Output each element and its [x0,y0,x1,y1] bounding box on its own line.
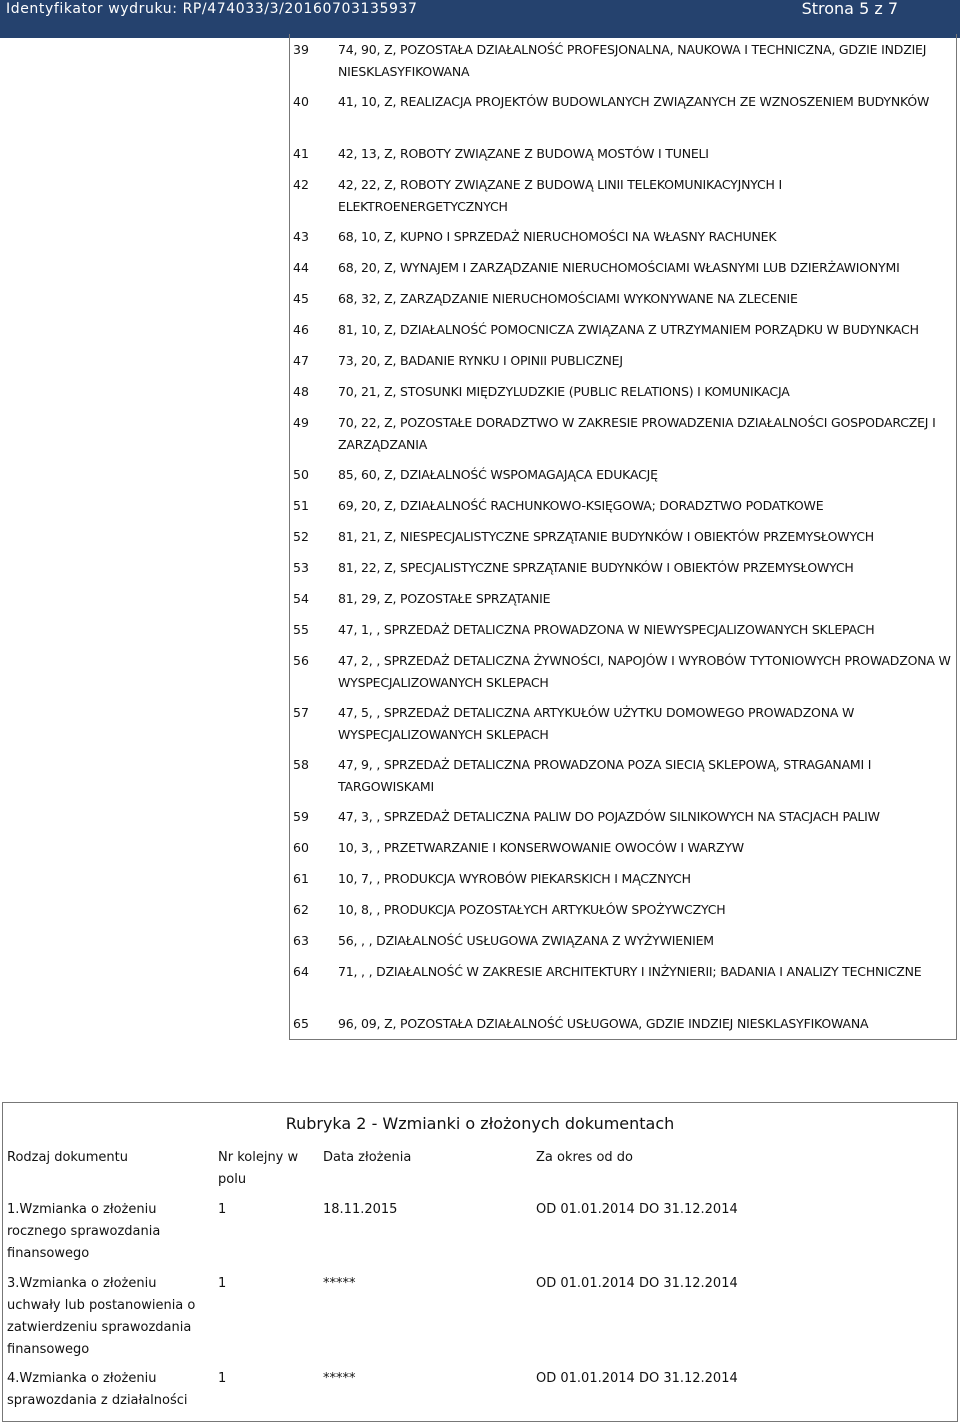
row-number: 41 [293,146,309,161]
table-row [290,221,956,252]
row-number: 44 [293,260,309,275]
table-row-2-number: 1 [218,1276,227,1291]
activity-description: 71, , , DZIAŁALNOŚĆ W ZAKRESIE ARCHITEKTURY I INŻYNIERII; BADANIA I ANALIZY TECHNICZNE [338,964,922,979]
activity-description: 70, 21, Z, STOSUNKI MIĘDZYLUDZKIE (PUBLIC RELATIONS) I KOMUNIKACJA [338,384,790,399]
activity-description: 42, 22, Z, ROBOTY ZWIĄZANE Z BUDOWĄ LINII TELEKOMUNIKACYJNYCH I ELEKTROENERGETYCZNYCH [338,177,782,214]
table-row [290,345,956,376]
activity-description: 10, 7, , PRODUKCJA WYROBÓW PIEKARSKICH I MĄCZNYCH [338,871,691,886]
table-row-1-type: 1.Wzmianka o złożeniu rocznego sprawozdania finansowego [7,1202,161,1261]
table-row-2-type: 3.Wzmianka o złożeniu uchwały lub postanowienia o zatwierdzeniu sprawozdania finansowego [7,1276,196,1357]
table-row [290,169,956,221]
row-number: 52 [293,529,309,544]
activity-description: 68, 10, Z, KUPNO I SPRZEDAŻ NIERUCHOMOŚCI NA WŁASNY RACHUNEK [338,229,777,244]
activity-description: 81, 21, Z, NIESPECJALISTYCZNE SPRZĄTANIE BUDYNKÓW I OBIEKTÓW PRZEMYSŁOWYCH [338,529,874,544]
row-number: 63 [293,933,309,948]
table-row [290,34,956,86]
column-header-period: Za okres od do [536,1150,633,1165]
row-number: 57 [293,705,309,720]
table-row-3-date: ***** [323,1371,356,1386]
row-number: 42 [293,177,309,192]
table-row [290,407,956,459]
row-number: 40 [293,94,309,109]
row-number: 48 [293,384,309,399]
row-number: 45 [293,291,309,306]
table-row [290,925,956,956]
table-row [290,521,956,552]
table-row [290,283,956,314]
table-row-1-period: OD 01.01.2014 DO 31.12.2014 [536,1202,738,1217]
column-header-filing-date: Data złożenia [323,1150,412,1165]
activity-description: 47, 9, , SPRZEDAŻ DETALICZNA PROWADZONA POZA SIECIĄ SKLEPOWĄ, STRAGANAMI I TARGOWISKAMI [338,757,872,794]
row-number: 59 [293,809,309,824]
row-number: 46 [293,322,309,337]
table-row [290,490,956,521]
table-row [290,376,956,407]
activity-description: 81, 10, Z, DZIAŁALNOŚĆ POMOCNICZA ZWIĄZANA Z UTRZYMANIEM PORZĄDKU W BUDYNKACH [338,322,919,337]
activity-description: 47, 2, , SPRZEDAŻ DETALICZNA ŻYWNOŚCI, NAPOJÓW I WYROBÓW TYTONIOWYCH PROWADZONA W WYSPECJALIZOWANYCH SKLEPACH [338,653,951,690]
row-number: 43 [293,229,309,244]
table-row [290,697,956,749]
section-title: Rubryka 2 - Wzmianki o złożonych dokumentach [285,1114,675,1133]
table-row [290,583,956,614]
activity-description: 74, 90, Z, POZOSTAŁA DZIAŁALNOŚĆ PROFESJONALNA, NAUKOWA I TECHNICZNA, GDZIE INDZIEJ NIESKLASYFIKOWANA [338,42,927,79]
table-row-3-period: OD 01.01.2014 DO 31.12.2014 [536,1371,738,1386]
row-number: 62 [293,902,309,917]
row-number: 60 [293,840,309,855]
row-number: 61 [293,871,309,886]
table-row [290,749,956,801]
table-row [290,801,956,832]
table-row [290,1008,956,1039]
table-row [290,832,956,863]
table-row [290,138,956,169]
page-counter: Strona 5 z 7 [801,0,898,18]
table-row-3-type: 4.Wzmianka o złożeniu sprawozdania z działalności [7,1371,188,1408]
activity-description: 68, 32, Z, ZARZĄDZANIE NIERUCHOMOŚCIAMI WYKONYWANE NA ZLECENIE [338,291,798,306]
table-row [290,894,956,925]
activity-description: 10, 8, , PRODUKCJA POZOSTAŁYCH ARTYKUŁÓW SPOŻYWCZYCH [338,902,726,917]
print-identifier: Identyfikator wydruku: RP/474033/3/20160703135937 [6,1,418,17]
table-row [290,459,956,490]
pkd-activities-table [289,34,957,1040]
table-row-3-number: 1 [218,1371,227,1386]
table-row [290,645,956,697]
column-header-document-type: Rodzaj dokumentu [7,1150,128,1165]
activity-description: 47, 3, , SPRZEDAŻ DETALICZNA PALIW DO POJAZDÓW SILNIKOWYCH NA STACJACH PALIW [338,809,880,824]
activity-description: 81, 29, Z, POZOSTAŁE SPRZĄTANIE [338,591,551,606]
activity-description: 47, 5, , SPRZEDAŻ DETALICZNA ARTYKUŁÓW UŻYTKU DOMOWEGO PROWADZONA W WYSPECJALIZOWANYCH SKLEPACH [338,705,855,742]
table-row-2-date: ***** [323,1276,356,1291]
print-header-bar [0,0,960,38]
row-number: 50 [293,467,309,482]
activity-description: 42, 13, Z, ROBOTY ZWIĄZANE Z BUDOWĄ MOSTÓW I TUNELI [338,146,709,161]
row-number: 64 [293,964,309,979]
activity-description: 47, 1, , SPRZEDAŻ DETALICZNA PROWADZONA W NIEWYSPECJALIZOWANYCH SKLEPACH [338,622,875,637]
row-number: 39 [293,42,309,57]
activity-description: 73, 20, Z, BADANIE RYNKU I OPINII PUBLICZNEJ [338,353,623,368]
column-header-entry-number: Nr kolejny w polu [218,1150,299,1187]
table-row [290,252,956,283]
activity-description: 69, 20, Z, DZIAŁALNOŚĆ RACHUNKOWO-KSIĘGOWA; DORADZTWO PODATKOWE [338,498,824,513]
rubryka-2-section [2,1102,958,1422]
activity-description: 41, 10, Z, REALIZACJA PROJEKTÓW BUDOWLANYCH ZWIĄZANYCH ZE WZNOSZENIEM BUDYNKÓW [338,94,930,109]
row-number: 47 [293,353,309,368]
row-number: 55 [293,622,309,637]
table-row [290,314,956,345]
table-row [290,614,956,645]
row-number: 51 [293,498,309,513]
row-number: 58 [293,757,309,772]
row-number: 49 [293,415,309,430]
activity-description: 81, 22, Z, SPECJALISTYCZNE SPRZĄTANIE BUDYNKÓW I OBIEKTÓW PRZEMYSŁOWYCH [338,560,854,575]
row-number: 54 [293,591,309,606]
table-row [290,956,956,1008]
table-row-2-period: OD 01.01.2014 DO 31.12.2014 [536,1276,738,1291]
activity-description: 70, 22, Z, POZOSTAŁE DORADZTWO W ZAKRESIE PROWADZENIA DZIAŁALNOŚCI GOSPODARCZEJ I ZARZĄDZANIA [338,415,936,452]
activity-description: 10, 3, , PRZETWARZANIE I KONSERWOWANIE OWOCÓW I WARZYW [338,840,744,855]
table-row [290,552,956,583]
activity-description: 68, 20, Z, WYNAJEM I ZARZĄDZANIE NIERUCHOMOŚCIAMI WŁASNYMI LUB DZIERŻAWIONYMI [338,260,900,275]
table-row [290,86,956,138]
table-row-1-date: 18.11.2015 [323,1202,398,1217]
activity-description: 85, 60, Z, DZIAŁALNOŚĆ WSPOMAGAJĄCA EDUKACJĘ [338,467,658,482]
row-number: 53 [293,560,309,575]
table-row [290,863,956,894]
table-row-1-number: 1 [218,1202,227,1217]
row-number: 56 [293,653,309,668]
activity-description: 56, , , DZIAŁALNOŚĆ USŁUGOWA ZWIĄZANA Z WYŻYWIENIEM [338,933,714,948]
row-number: 65 [293,1016,309,1031]
activity-description: 96, 09, Z, POZOSTAŁA DZIAŁALNOŚĆ USŁUGOWA, GDZIE INDZIEJ NIESKLASYFIKOWANA [338,1016,869,1031]
